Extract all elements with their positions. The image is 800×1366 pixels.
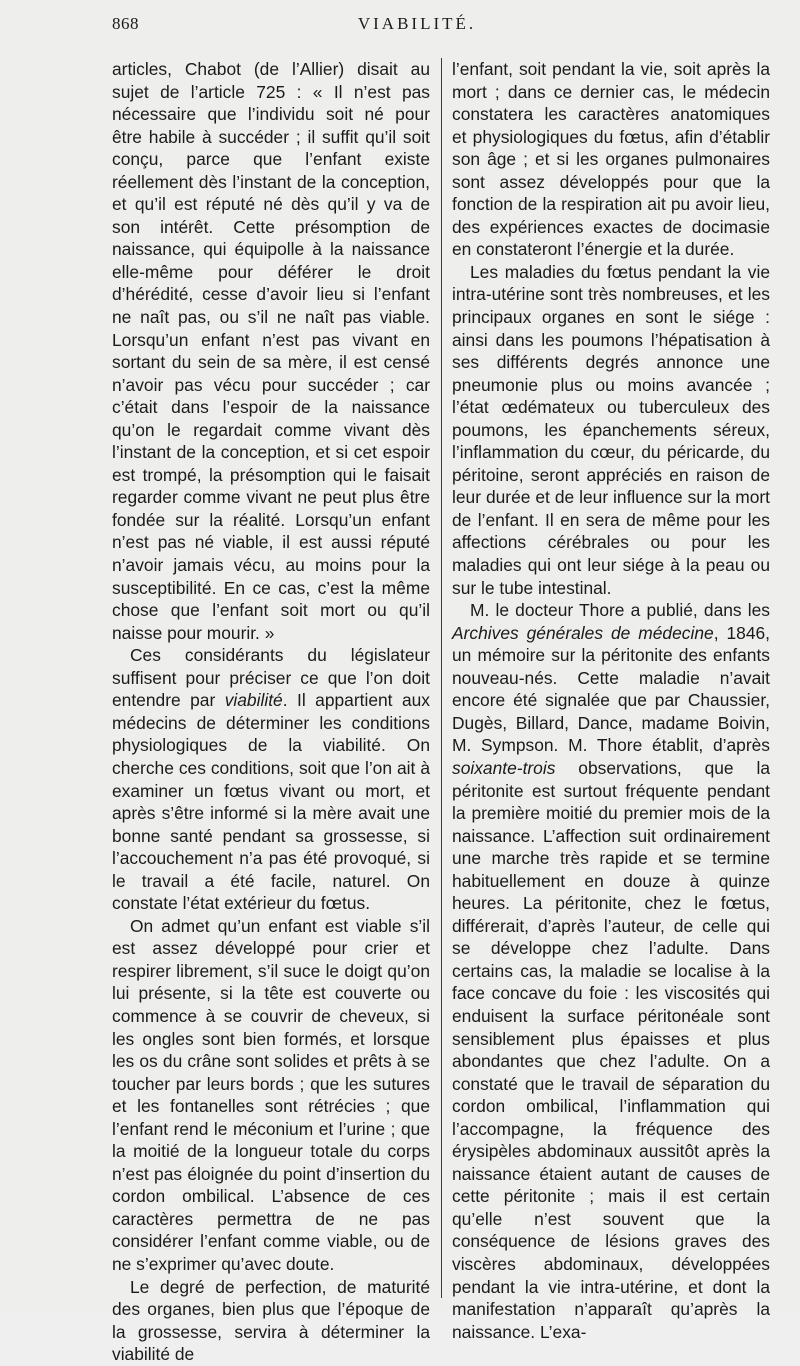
text-run: observations, que la péritonite est surtout fréquente pendant la première moitié du premier mois de la naissance. L’affection suit ordinairement une marche très rapide et se termine habituellement en douze à quinze heures. La péritonite, chez le fœtus, différerait, d’après l’auteur, de celle qui se développe chez l’adulte. Dans certains cas, la maladie se localise à la face concave du foie : les viscosités qui enduisent la surface péritonéale sont sensiblement plus épaisses et plus abondantes que chez l’adulte. On a constaté que le travail de séparation du cordon ombilical, l’inflammation qui l’accompagne, la fréquence des érysipèles abdominaux aussitôt après la naissance étaient autant de causes de cette péritonite ; mais il est certain qu’elle n’est souvent que la conséquence de lésions graves des viscères abdominaux, développées pendant la vie intra-utérine, et dont la manifestation n’apparaît qu’après la naissance. L’exa- — [452, 757, 770, 1342]
paragraph — [112, 644, 430, 915]
running-title: VIABILITÉ. — [357, 14, 477, 33]
paragraph — [452, 599, 770, 1343]
paragraph: articles, Chabot (de l’Allier) disait au sujet de l’article 725 : « Il n’est pas nécessaire que l’individu soit né pour être habile à succéder ; il suffit qu’il soit conçu, parce que l’enfant existe réellement dès l’instant de la conception, et qu’il est réputé né dès qu’il y va de son intérêt. Cette présomption de naissance, qui équipolle à la naissance elle-même pour déférer le droit d’hérédité, cesse d’avoir lieu si l’enfant ne naît pas, ou s’il ne naît pas viable. Lorsqu’un enfant n’est pas vivant en sortant du sein de sa mère, il est censé n’avoir pas vécu pour succéder ; car c’était dans l’espoir de la naissance qu’on le regardait comme vivant dès l’instant de la conception, et si cet espoir est trompé, la présomption qui le faisait regarder comme vivant ne peut plus être fondée sur la réalité. Lorsqu’un enfant n’est pas né viable, il est aussi réputé n’avoir jamais vécu, au moins pour la susceptibilité. En ce cas, c’est la même chose que l’enfant soit mort ou qu’il naisse pour mourir. » — [112, 59, 430, 643]
paragraph: Le degré de perfection, de maturité des organes, bien plus que l’époque de la grossesse, servira à déterminer la viabilité de — [112, 1276, 430, 1365]
text-run: Ces considérants du législateur suffisent pour préciser ce que l’on doit entendre par — [112, 645, 430, 711]
column-divider — [441, 58, 442, 1298]
italic-journal-title: Archives générales de médecine — [452, 622, 714, 643]
paragraph: Les maladies du fœtus pendant la vie intra-utérine sont très nombreuses, et les principaux organes en sont le siége : ainsi dans les poumons l’hépatisation à ses différents degrés annonce une pneumonie plus ou moins avancée ; l’état œdémateux ou tuberculeux des poumons, les épanchements séreux, l’inflammation du cœur, du péricarde, du péritoine, seront appréciés en raison de leur durée et de leur influence sur la mort de l’enfant. Il en sera de même pour les affections cérébrales ou pour les maladies qui ont leur siége à la peau ou sur le tube intestinal. — [452, 261, 770, 598]
paragraph: l’enfant, soit pendant la vie, soit après la mort ; dans ce dernier cas, le médecin constatera les caractères anatomiques et physiologiques du fœtus, afin d’établir son âge ; et si les organes pulmonaires sont assez développés pour que la fonction de la respiration ait pu avoir lieu, des expériences exactes de docimasie en constateront l’énergie et la durée. — [452, 59, 770, 260]
italic-term: soixante-trois — [452, 757, 556, 778]
page-header — [112, 14, 722, 38]
paragraph: On admet qu’un enfant est viable s’il est assez développé pour crier et respirer librement, s’il suce le doigt qu’on lui présente, si la tête est couverte ou commence à se couvrir de cheveux, si les ongles sont bien formés, et lorsque les os du crâne sont solides et prêts à se toucher par leurs bords ; que les sutures et les fontanelles sont rétrécies ; que l’enfant rend le méconium et l’urine ; que la moitié de la longueur totale du corps n’est pas éloignée du point d’insertion du cordon ombilical. L’absence de ces caractères permettra de ne pas considérer l’enfant comme viable, ou de ne s’exprimer qu’avec doute. — [112, 915, 430, 1274]
text-run: M. le docteur Thore a publié, dans les — [470, 600, 770, 621]
text-run: . Il appartient aux médecins de déterminer les conditions physiologiques de la viabilité. On cherche ces conditions, soit que l’on ait à examiner un fœtus vivant ou mort, et après s’être informé si la mère avait une bonne santé pendant sa grossesse, si l’accouchement n’a pas été provoqué, si le travail a été facile, naturel. On constate l’état extérieur du fœtus. — [112, 690, 430, 914]
right-column — [452, 58, 770, 1343]
left-column — [112, 58, 430, 1366]
page-number: 868 — [112, 14, 139, 33]
text-run: , 1846, un mémoire sur la péritonite des enfants nouveau-nés. Cette maladie n’avait encore été signalée que par Chaussier, Dugès, Billard, Dance, madame Boivin, M. Sympson. M. Thore établit, d’après — [452, 622, 770, 756]
italic-term: viabilité — [224, 690, 283, 711]
